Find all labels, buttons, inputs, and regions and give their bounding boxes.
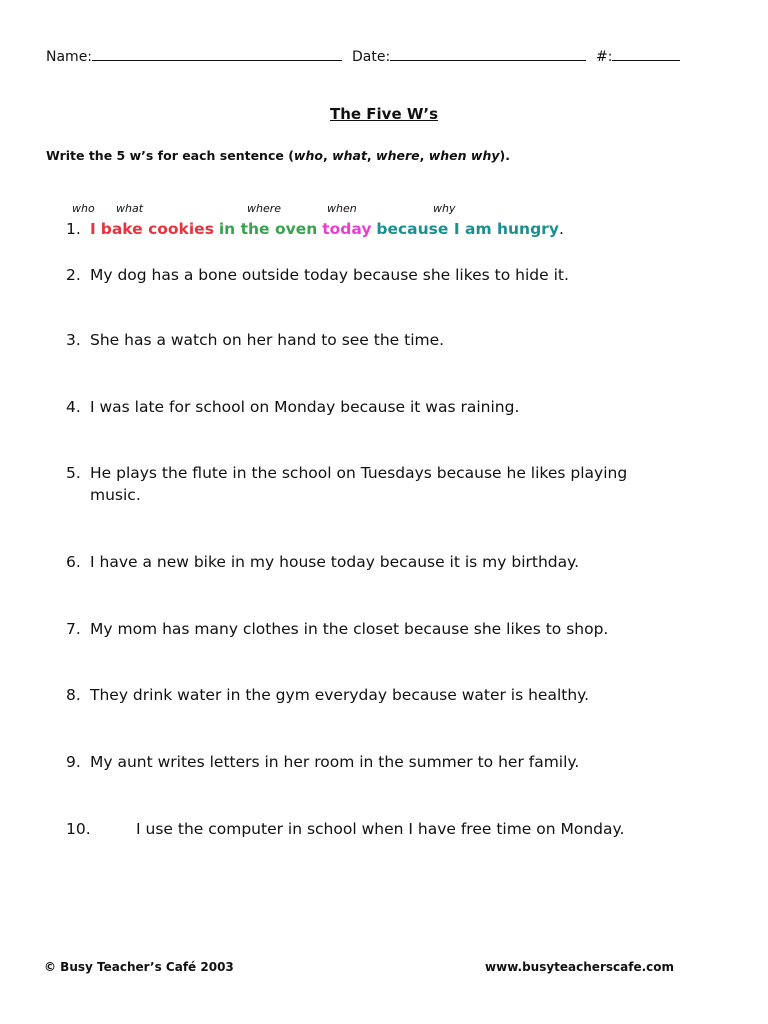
name-line[interactable]: [92, 47, 342, 61]
example-where: in the oven: [218, 220, 318, 238]
example-why: because I am hungry: [376, 220, 559, 238]
label-when: when: [327, 202, 357, 215]
example-sentence: 1. I bake cookies in the oven today because I am hungry.: [66, 220, 564, 238]
question-9: 9. My aunt writes letters in her room in the summer to her family.: [66, 753, 580, 771]
name-field[interactable]: [46, 47, 342, 66]
footer-copyright: © Busy Teacher’s Café 2003: [44, 960, 234, 974]
question-2: 2. My dog has a bone outside today because she likes to hide it.: [66, 266, 569, 284]
question-10: 10. I use the computer in school when I have free time on Monday.: [66, 820, 625, 838]
question-5: 5. He plays the flute in the school on Tuesdays because he likes playing music.: [66, 464, 628, 504]
question-text: My dog has a bone outside today because she likes to hide it.: [90, 266, 569, 284]
instr-what: what: [332, 148, 367, 163]
label-where: where: [247, 202, 282, 215]
question-3: 3. She has a watch on her hand to see the time.: [66, 331, 445, 349]
date-line[interactable]: [390, 47, 586, 61]
footer-website[interactable]: www.busyteacherscafe.com: [485, 960, 674, 974]
question-7: 7. My mom has many clothes in the closet because she likes to shop.: [66, 620, 609, 638]
date-label: Date:: [352, 49, 391, 65]
question-text: My aunt writes letters in her room in the summer to her family.: [90, 753, 580, 771]
question-text-continued: music.: [90, 486, 141, 504]
label-why: why: [433, 202, 456, 215]
date-field[interactable]: [352, 47, 586, 66]
question-text: I was late for school on Monday because it was raining.: [90, 398, 520, 416]
instr-when-why: when why: [428, 148, 500, 163]
question-text: He plays the flute in the school on Tuesdays because he likes playing: [90, 464, 628, 482]
example-when: today: [322, 220, 372, 238]
question-text: I have a new bike in my house today because it is my birthday.: [90, 553, 580, 571]
instr-where: where: [376, 148, 420, 163]
instructions: Write the 5 w’s for each sentence (who, what, where, when why).: [46, 148, 510, 163]
number-field[interactable]: [596, 47, 680, 66]
question-6: 6. I have a new bike in my house today because it is my birthday.: [66, 553, 580, 571]
example-who: I: [90, 220, 96, 238]
question-text: I use the computer in school when I have free time on Monday.: [136, 820, 625, 838]
name-label: Name:: [46, 49, 93, 65]
page-title: The Five W’s: [329, 105, 439, 123]
question-number: 1.: [66, 220, 81, 238]
number-label: #:: [596, 49, 613, 65]
question-text: My mom has many clothes in the closet because she likes to shop.: [90, 620, 609, 638]
number-line[interactable]: [612, 47, 680, 61]
instr-who: who: [293, 148, 323, 163]
label-what: what: [116, 202, 144, 215]
example-what: bake cookies: [100, 220, 214, 238]
question-8: 8. They drink water in the gym everyday because water is healthy.: [66, 686, 590, 704]
question-text: She has a watch on her hand to see the time.: [90, 331, 445, 349]
question-text: They drink water in the gym everyday because water is healthy.: [90, 686, 590, 704]
label-who: who: [72, 202, 95, 215]
question-4: 4. I was late for school on Monday because it was raining.: [66, 398, 520, 416]
